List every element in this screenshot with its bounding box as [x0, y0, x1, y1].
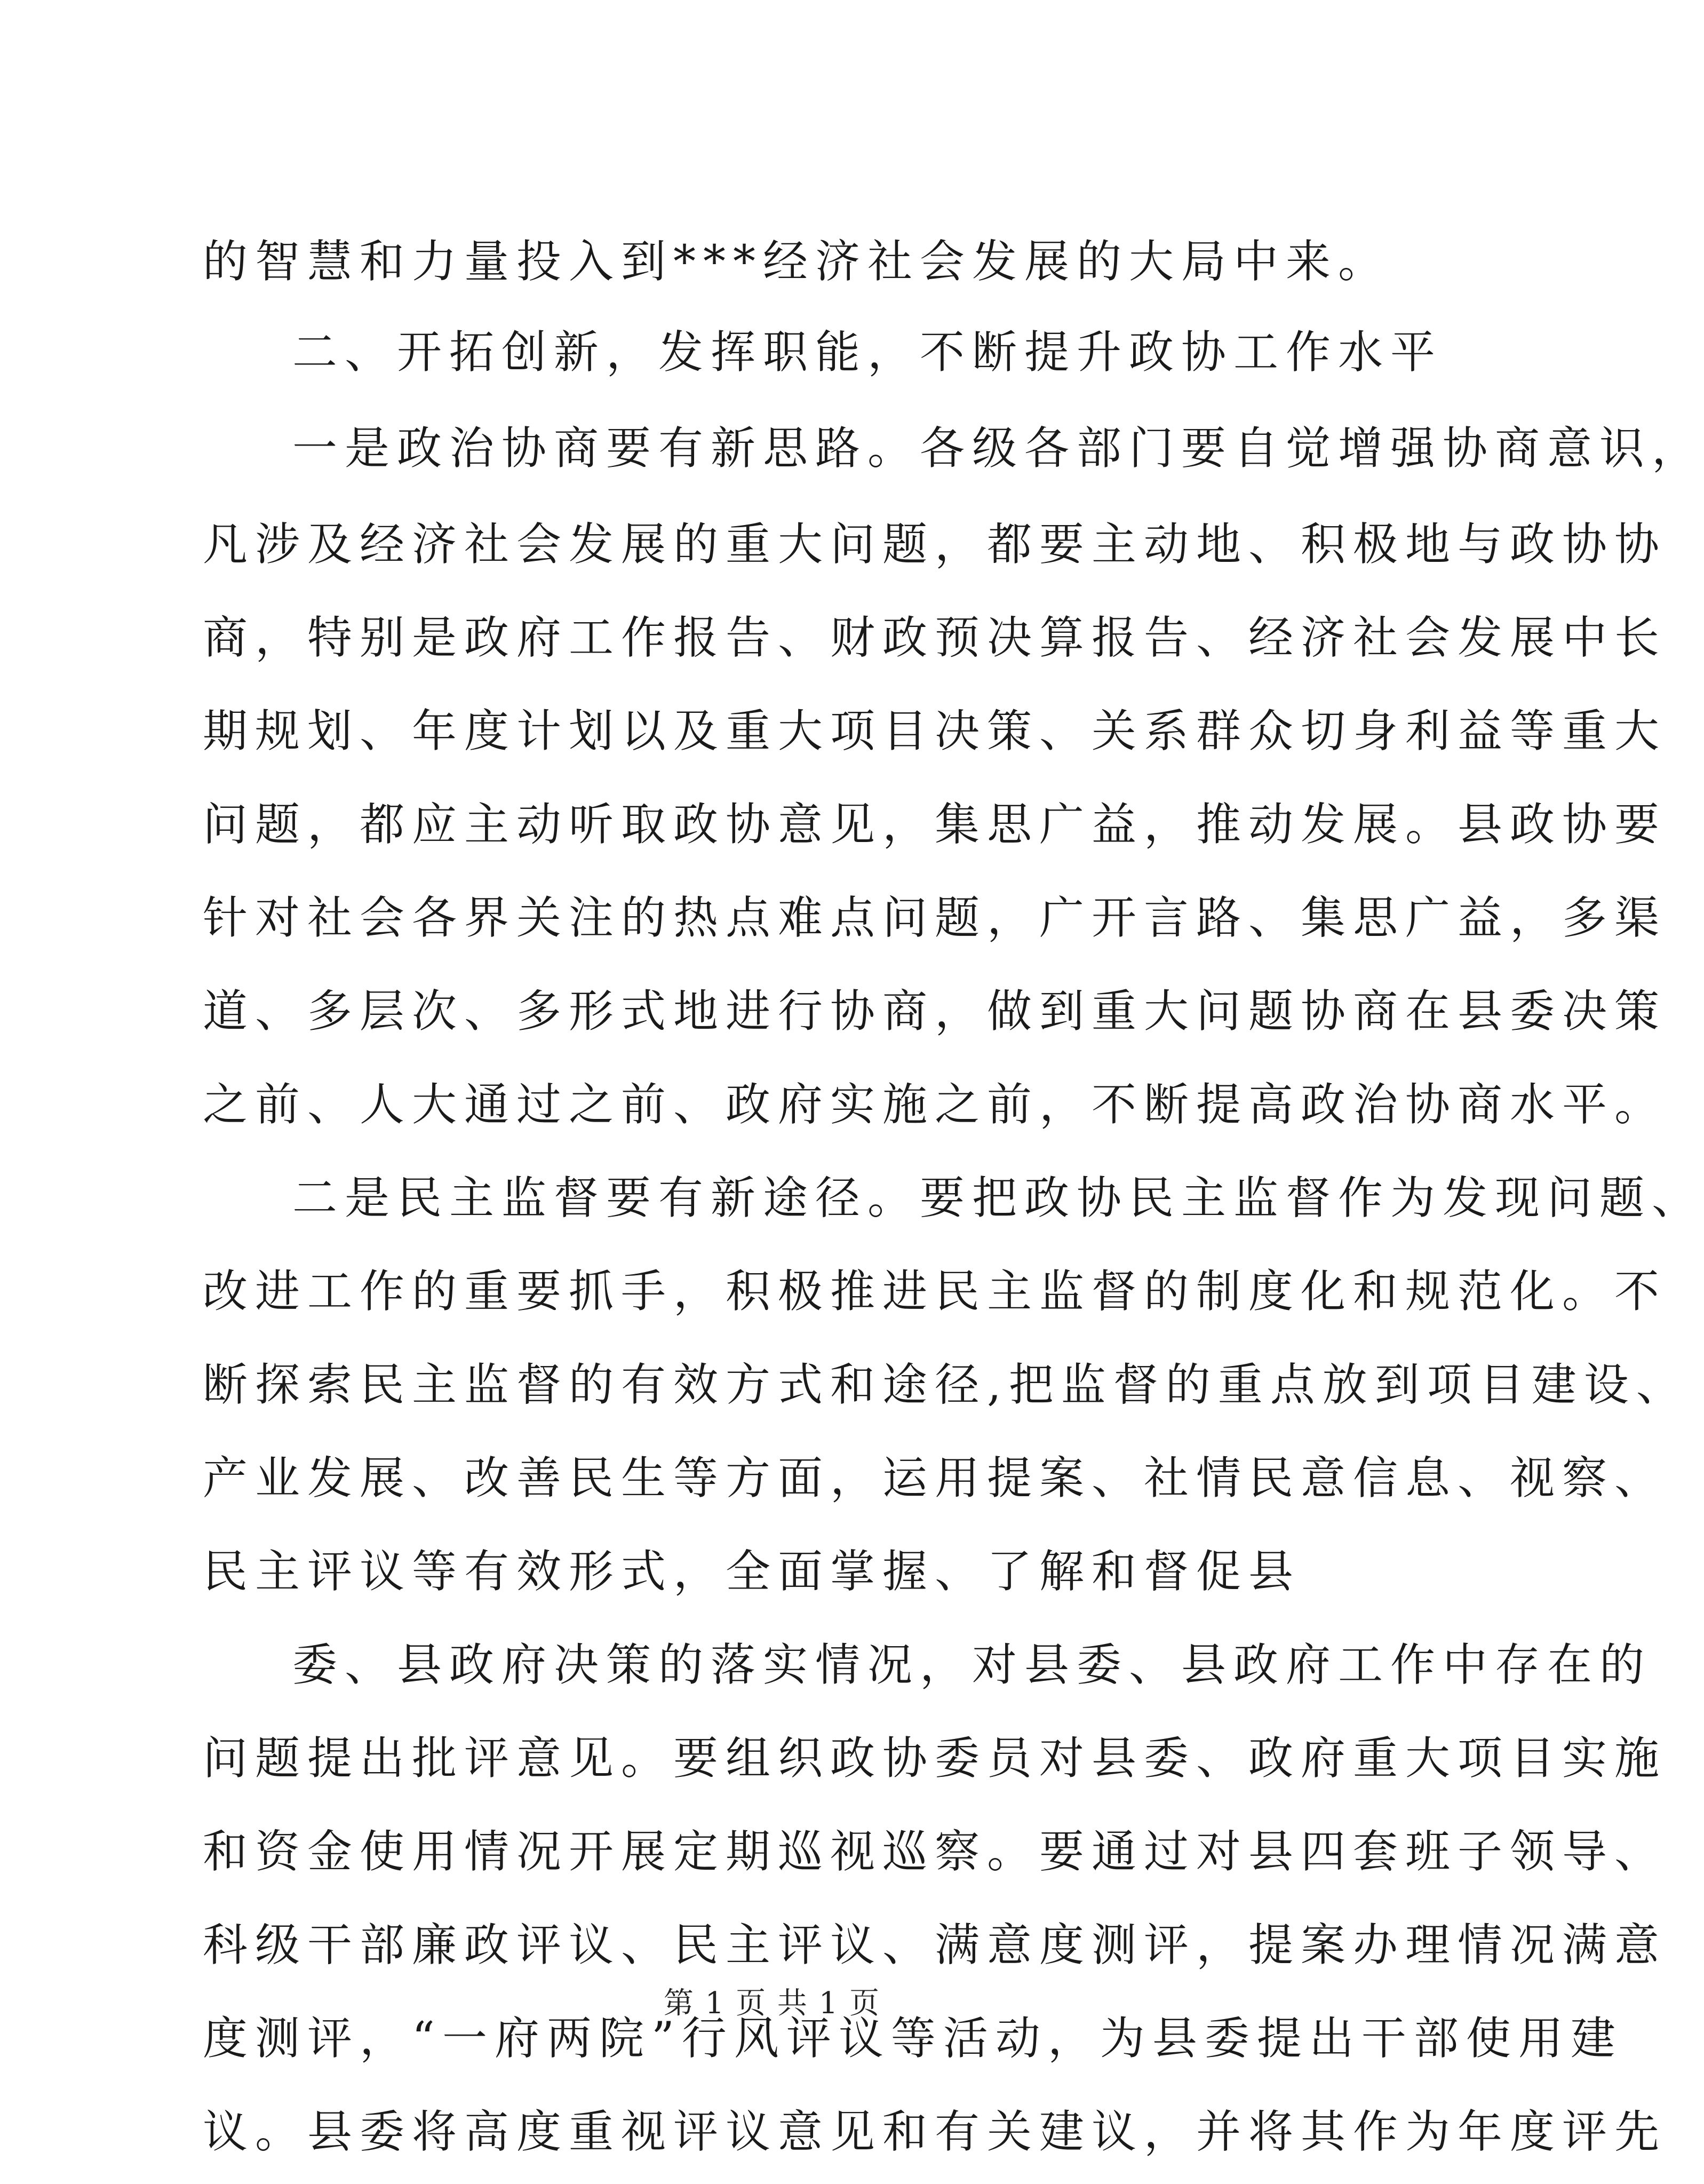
text-line: 产业发展、改善民生等方面，运用提案、社情民意信息、视察、	[203, 1452, 1667, 1504]
text-line: 一是政治协商要有新思路。各级各部门要自觉增强协商意识，	[292, 422, 1704, 474]
text-line: 凡涉及经济社会发展的重大问题，都要主动地、积极地与政协协	[203, 518, 1667, 570]
text-line: 的智慧和力量投入到***经济社会发展的大局中来。	[203, 235, 1391, 288]
text-line: 科级干部廉政评议、民主评议、满意度测评，提案办理情况满意	[203, 1919, 1667, 1971]
page-number-footer: 第 1 页 共 1 页	[663, 1986, 881, 2021]
text-line: 度测评，“一府两院”行风评议等活动，为县委提出干部使用建	[203, 2012, 1623, 2064]
text-line: 道、多层次、多形式地进行协商，做到重大问题协商在县委决策	[203, 985, 1667, 1037]
text-line: 针对社会各界关注的热点难点问题，广开言路、集思广益，多渠	[203, 892, 1667, 944]
section-heading: 二、开拓创新，发挥职能，不断提升政协工作水平	[292, 326, 1443, 378]
text-line: 和资金使用情况开展定期巡视巡察。要通过对县四套班子领导、	[203, 1825, 1667, 1878]
text-line: 问题提出批评意见。要组织政协委员对县委、政府重大项目实施	[203, 1732, 1667, 1784]
text-line: 商，特别是政府工作报告、财政预决算报告、经济社会发展中长	[203, 611, 1667, 664]
text-line: 问题，都应主动听取政协意见，集思广益，推动发展。县政协要	[203, 798, 1667, 851]
text-line: 断探索民主监督的有效方式和途径,把监督的重点放到项目建设、	[203, 1359, 1689, 1411]
text-line: 民主评议等有效形式，全面掌握、了解和督促县	[203, 1545, 1301, 1598]
text-line: 二是民主监督要有新途径。要把政协民主监督作为发现问题、	[292, 1172, 1704, 1224]
text-line: 之前、人大通过之前、政府实施之前，不断提高政治协商水平。	[203, 1078, 1667, 1131]
text-line: 委、县政府决策的落实情况，对县委、县政府工作中存在的	[292, 1639, 1652, 1691]
text-line: 期规划、年度计划以及重大项目决策、关系群众切身利益等重大	[203, 705, 1667, 757]
text-line: 改进工作的重要抓手，积极推进民主监督的制度化和规范化。不	[203, 1265, 1667, 1317]
text-line: 议。县委将高度重视评议意见和有关建议，并将其作为年度评先	[203, 2106, 1667, 2158]
